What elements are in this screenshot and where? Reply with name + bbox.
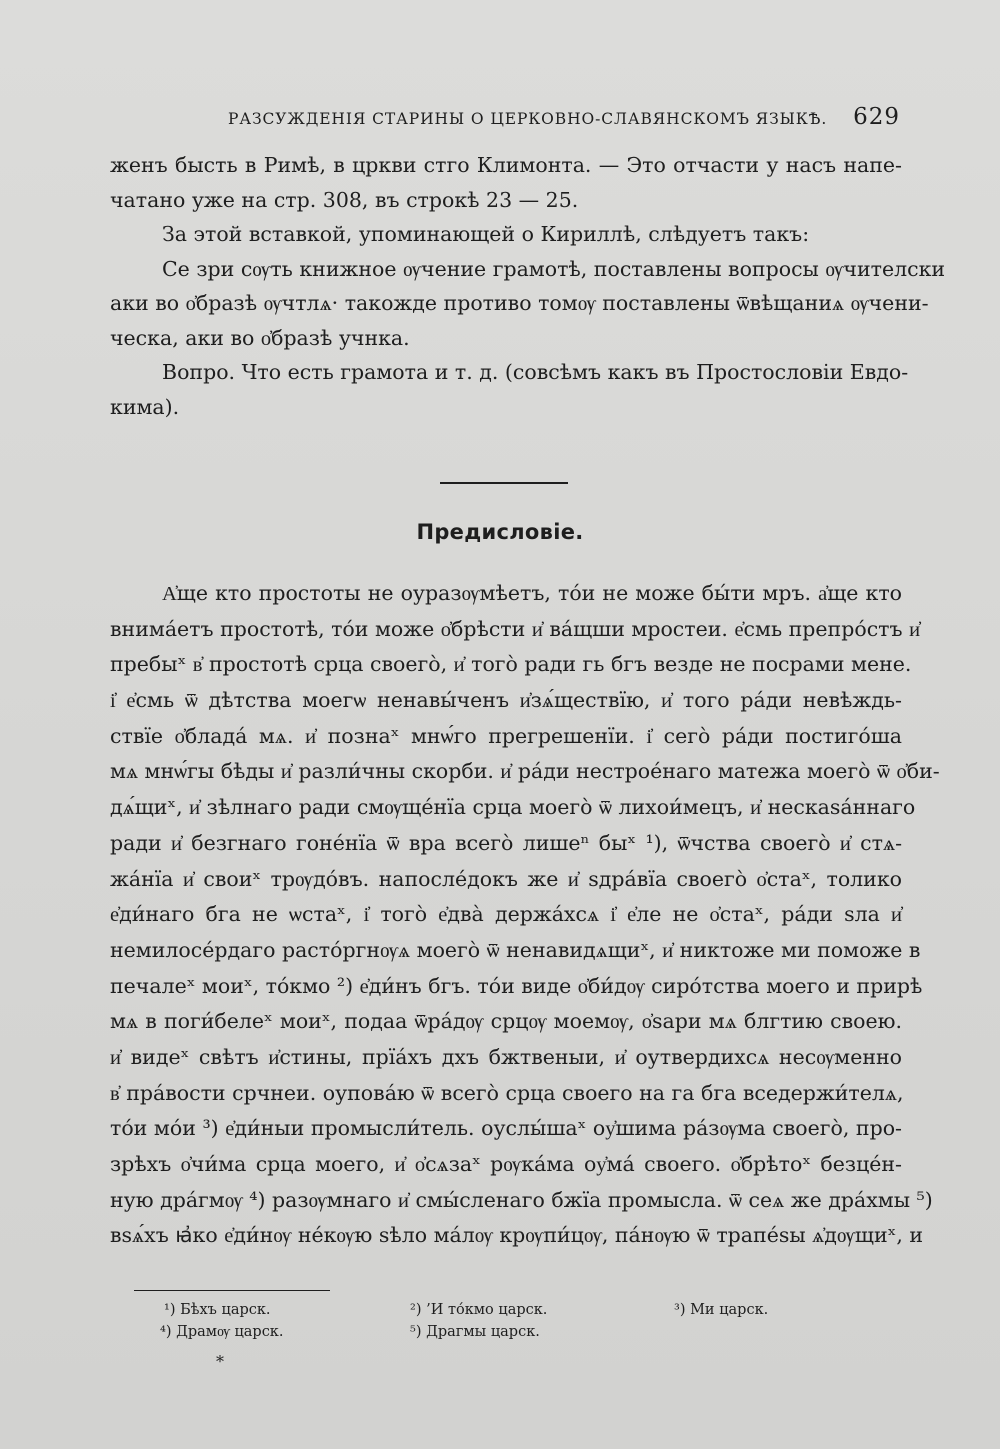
text-line: то́и мо́и ³) е҆ди́ныи промысли́тель. оуслы́шаˣ оу҆шима ра́зѹма своего̀, про- (110, 1116, 902, 1141)
running-head: РАЗСУЖДЕНІЯ СТАРИНЫ О ЦЕРКОВНО-СЛАВЯНСКОМЪ ЯЗЫКѢ. (228, 110, 828, 128)
preface-text (110, 576, 940, 1254)
text-line: чатано уже на стр. 308, въ строкѣ 23 — 25. (110, 187, 579, 212)
text-line: дѧ́щиˣ, и҆ зѣлнаго ради смѹще́нїа срца моего̀ ѿ лихои́мецъ, и҆ нескаѕа́ннаго (110, 795, 916, 820)
text-line: А҆ще кто простоты не оуразѹмѣетъ, то́и не може бы́ти мръ. а҆ще кто (162, 581, 902, 605)
text-line: За этой вставкой, упоминающей о Кириллѣ, слѣдуетъ такъ: (162, 222, 810, 246)
text-line: ради и҆ безгнаго гоне́нїа ѿ вра всего̀ лишеⁿ быˣ ¹), ѿчства своего̀ и҆ стѧ- (110, 830, 902, 855)
text-line: мѧ мнѡ́гы бѣды и҆ разли́чны скорби. и҆ ра́ди нестрое́наго матежа моего̀ ѿ о҆би- (110, 759, 940, 784)
text-line: зрѣхъ о҆чи́ма срца моего, и҆ о҆сѧзаˣ рѹка́ма оу҆ма́ своего. о҆брѣтоˣ безце́н- (110, 1152, 902, 1176)
text-line: немилосе́рдаго расто́ргнѹѧ моего̀ ѿ ненавидѧщиˣ, и҆ никтоже ми поможе в (110, 937, 921, 962)
text-line: кима). (110, 394, 180, 419)
text-line: Се зри сѹть книжное ѹчение грамотѣ, поставлены вопросы ѹчителски (162, 256, 946, 281)
footnote: ⁴) Драмѹ царск. (160, 1324, 284, 1340)
footnote: ¹) Бѣхъ царск. (164, 1302, 271, 1318)
section-title: Предисловіе. (416, 520, 584, 544)
footnote: ⁵) Драгмы царск. (410, 1324, 540, 1340)
text-line: печалеˣ моиˣ, то́кмо ²) е҆ди́нъ бгъ. то́и виде о҆би́дѹ сиро́тства моего и прирѣ (110, 973, 923, 998)
text-line: ческа, аки во о҆бразѣ учнка. (110, 325, 410, 350)
text-line: жа́нїа и҆ своиˣ трѹдо́въ. напосле́докъ же и҆ ѕдра́вїа своего̀ о҆стаˣ, толико (110, 866, 902, 891)
footnote-divider (134, 1290, 330, 1291)
footnote: ²) ’И то́кмо царск. (410, 1302, 548, 1318)
signature-mark: * (216, 1352, 224, 1371)
section-divider (440, 482, 570, 486)
text-line: внима́етъ простотѣ, то́и може о҆брѣсти и҆ ва́щши мростеи. е҆смь препро́стъ и҆ (110, 616, 921, 641)
text-line: ствїе о҆блада́ мѧ. и҆ познаˣ мнѡ́го прегрешенїи. і҆ сего̀ ра́ди постиго́ша (110, 723, 902, 748)
text-line: аки во о҆бразѣ ѹчтлѧ· такожде противо томѹ поставлены ѿвѣщаниѧ ѹчени- (110, 291, 929, 315)
page-number: 629 (853, 104, 900, 130)
text-line: і҆ е҆смь ѿ дѣтства моегѡ ненавы́ченъ и҆зѧ́ществїю, и҆ того ра́ди невѣждь- (110, 688, 902, 713)
page-header (228, 106, 900, 136)
footnote: ³) Ми царск. (674, 1302, 769, 1318)
text-line: мѧ в поги́белеˣ моиˣ, подаа ѿра́дѹ срцѹ моемѹ, о҆ѕари мѧ блгтию своею. (110, 1009, 902, 1034)
text-line: вѕѧ́хъ ꙗ҆ко е҆ди́нѹ не́кѹю ѕѣло ма́лѹ крѹпи́цѹ, па́нѹю ѿ трапе́ѕы ѧ҆дѹщиˣ, и (110, 1223, 924, 1248)
text-line: женъ бысть в Римѣ, в цркви стго Климонта. — Это отчасти у насъ напе- (110, 153, 902, 177)
text-line: Вопро. Что есть грамота и т. д. (совсѣмъ какъ въ Простословіи Евдо- (162, 360, 909, 384)
text-line: пребыˣ в҆ простотѣ срца своего̀, и҆ того̀ ради гь бгъ везде не посрами мене. (110, 652, 912, 677)
intro-text (110, 148, 946, 424)
text-line: в҆ пра́вости срчнеи. оупова́ю ѿ всего̀ срца своего на га бга вседержи́телѧ, (110, 1080, 904, 1105)
text-line: и҆ видеˣ свѣтъ и҆стины, прїа́хъ дхъ бжтвеныи, и҆ оутвердихсѧ несѹменно (110, 1044, 902, 1069)
text-line: е҆ди́наго бга не ѡстаˣ, і҆ того̀ е҆два̀ держа́хсѧ і҆ е҆ле не о҆стаˣ, ра́ди ѕла и҆ (110, 902, 902, 927)
text-line: ную дра́гмѹ ⁴) разѹмнаго и҆ смы́сленаго бжїа промысла. ѿ сеѧ же дра́хмы ⁵) (110, 1187, 933, 1212)
